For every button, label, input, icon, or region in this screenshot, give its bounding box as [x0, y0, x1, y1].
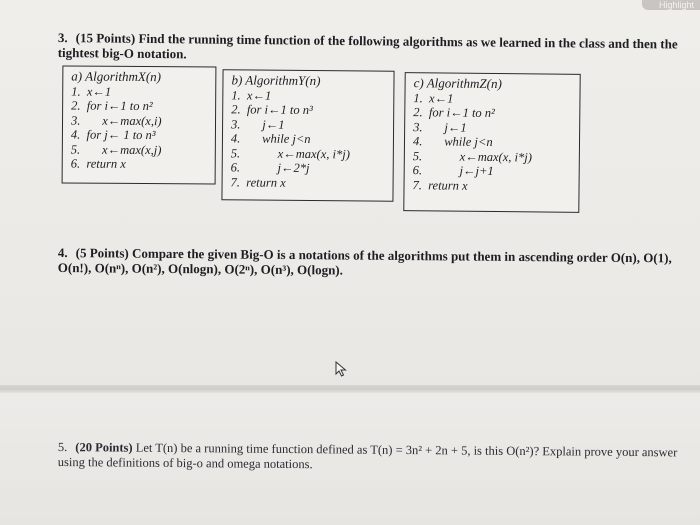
- question-4: [58, 245, 678, 280]
- algorithm-x-line-2: 2. for i←1 to n²: [71, 98, 153, 114]
- algorithm-x-line-5: 5. x←max(x,j): [70, 142, 162, 157]
- algorithm-y-line-1: 1. x←1: [231, 87, 272, 103]
- question-5-number: 5.: [57, 440, 68, 455]
- algorithm-x-box: [62, 65, 217, 184]
- question-4-text: Compare the given Big-O is a notations of the algorithms put them in ascending order O(n), O(1), O(n!), O(nⁿ), O(n²), O(nlogn), O(2ⁿ), O(n³), O(logn).: [57, 245, 672, 278]
- algorithm-x-line-1: 1. x←1: [71, 84, 112, 99]
- question-3-points: (15 Points): [75, 30, 136, 46]
- algorithm-y-title: b) AlgorithmY(n): [231, 72, 321, 89]
- question-5-points: (20 Points): [75, 440, 133, 455]
- algorithm-x-title: a) AlgorithmX(n): [71, 68, 162, 85]
- question-5: [58, 440, 678, 475]
- algorithm-z-title: c) AlgorithmZ(n): [413, 75, 502, 92]
- algorithm-z-line-6: 6. j←j+1: [412, 163, 494, 179]
- algorithm-x-line-4: 4. for j← 1 to n³: [70, 127, 156, 143]
- algorithm-y-line-2: 2. for i←1 to n³: [231, 102, 313, 118]
- algorithm-x-line-3: 3. x←max(x,i): [70, 113, 162, 128]
- algorithm-z-line-5: 5. x←max(x, i*j): [412, 148, 533, 164]
- question-4-number: 4.: [57, 245, 68, 261]
- corner-tab: Highlight: [642, 0, 700, 10]
- algorithm-x-line-6: 6. return x: [70, 156, 126, 171]
- question-3-number: 3.: [57, 30, 68, 46]
- algorithm-y-box: [221, 69, 394, 201]
- algorithm-z-line-2: 2. for i←1 to n²: [413, 105, 495, 121]
- algorithm-z-line-1: 1. x←1: [413, 90, 454, 106]
- algorithm-y-line-7: 7. return x: [230, 174, 286, 190]
- algorithm-z-line-7: 7. return x: [412, 177, 468, 193]
- question-4-points: (5 Points): [75, 245, 129, 261]
- question-3: [58, 30, 678, 66]
- algorithm-z-box: [403, 72, 580, 213]
- question-5-text: Let T(n) be a running time function defined as T(n) = 3n² + 2n + 5, is this O(n²)? Explain prove your answer using the definitions of big-o and omega notations.: [57, 440, 678, 472]
- algorithm-z-line-4: 4. while j<n: [412, 134, 493, 150]
- algorithm-z-line-3: 3. j←1: [413, 119, 467, 135]
- section-divider: [0, 385, 700, 393]
- mouse-pointer-icon: [335, 361, 347, 377]
- algorithm-y-line-6: 6. j←2*j: [230, 160, 310, 176]
- algorithm-y-line-5: 5. x←max(x, i*j): [230, 145, 350, 161]
- question-3-text: Find the running time function of the following algorithms as we learned in the class and then the tightest big-O notation.: [57, 30, 678, 62]
- algorithm-y-line-4: 4. while j<n: [230, 131, 311, 147]
- algorithm-y-line-3: 3. j←1: [231, 116, 285, 132]
